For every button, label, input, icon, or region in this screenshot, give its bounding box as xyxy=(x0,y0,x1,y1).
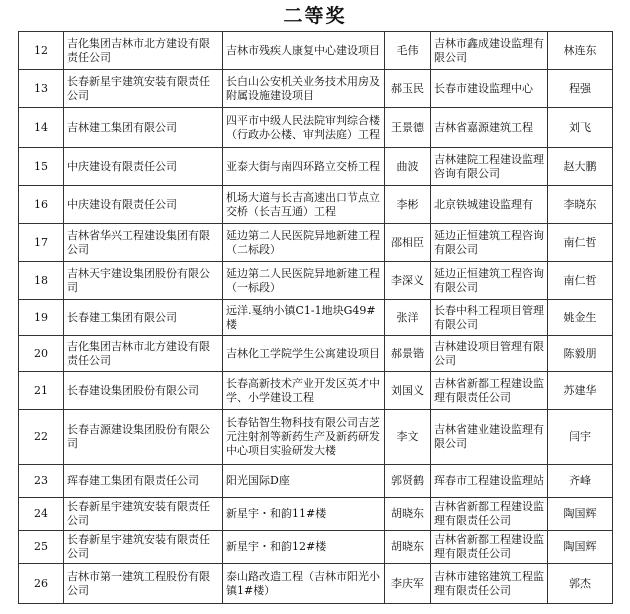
supervision-company-cell: 长春市建设监理中心 xyxy=(431,70,548,108)
table-row xyxy=(19,148,613,186)
chief-supervisor-cell: 姚金生 xyxy=(548,300,613,336)
project-manager-cell: 李深义 xyxy=(385,262,431,300)
project-manager-cell: 邵相臣 xyxy=(385,224,431,262)
construction-company-cell: 吉林市第一建筑工程股份有限公司 xyxy=(64,564,223,604)
chief-supervisor-cell: 苏建华 xyxy=(548,372,613,410)
supervision-company-cell: 延边正恒建筑工程咨询有限公司 xyxy=(431,262,548,300)
construction-company-cell: 长春新星宇建筑安装有限责任公司 xyxy=(64,70,223,108)
table-row xyxy=(19,32,613,70)
chief-supervisor-cell: 李晓东 xyxy=(548,186,613,224)
construction-company-cell: 长春吉源建设集团股份有限公司 xyxy=(64,410,223,465)
project-name-cell: 新星宇・和韵12#楼 xyxy=(223,531,385,564)
project-manager-cell: 胡晓东 xyxy=(385,498,431,531)
chief-supervisor-cell: 程强 xyxy=(548,70,613,108)
project-name-cell: 吉林市残疾人康复中心建设项目 xyxy=(223,32,385,70)
chief-supervisor-cell: 南仁哲 xyxy=(548,224,613,262)
supervision-company-cell: 吉林市建铭建筑工程监理有限责任公司 xyxy=(431,564,548,604)
construction-company-cell: 吉化集团吉林市北方建设有限责任公司 xyxy=(64,336,223,372)
project-manager-cell: 刘国义 xyxy=(385,372,431,410)
supervision-company-cell: 吉林省嘉源建筑工程 xyxy=(431,108,548,148)
supervision-company-cell: 延边正恒建筑工程咨询有限公司 xyxy=(431,224,548,262)
row-number-cell: 16 xyxy=(19,186,64,224)
row-number-cell: 24 xyxy=(19,498,64,531)
supervision-company-cell: 吉林建院工程建设监理咨询有限公司 xyxy=(431,148,548,186)
construction-company-cell: 吉林建工集团有限公司 xyxy=(64,108,223,148)
construction-company-cell: 中庆建设有限责任公司 xyxy=(64,186,223,224)
chief-supervisor-cell: 郭杰 xyxy=(548,564,613,604)
row-number-cell: 23 xyxy=(19,465,64,498)
award-table xyxy=(18,31,613,604)
supervision-company-cell: 北京铁城建设监理有 xyxy=(431,186,548,224)
project-manager-cell: 王景德 xyxy=(385,108,431,148)
row-number-cell: 15 xyxy=(19,148,64,186)
project-name-cell: 机场大道与长吉高速出口节点立交桥（长吉互通）工程 xyxy=(223,186,385,224)
row-number-cell: 18 xyxy=(19,262,64,300)
project-manager-cell: 胡晓东 xyxy=(385,531,431,564)
construction-company-cell: 长春新星宇建筑安装有限责任公司 xyxy=(64,531,223,564)
chief-supervisor-cell: 林连东 xyxy=(548,32,613,70)
chief-supervisor-cell: 赵大鹏 xyxy=(548,148,613,186)
table-row xyxy=(19,498,613,531)
project-name-cell: 远洋.戛纳小镇C1-1地块G49#楼 xyxy=(223,300,385,336)
project-name-cell: 延边第二人民医院异地新建工程（二标段） xyxy=(223,224,385,262)
table-row xyxy=(19,410,613,465)
construction-company-cell: 吉林天宇建设集团股份有限公司 xyxy=(64,262,223,300)
row-number-cell: 26 xyxy=(19,564,64,604)
construction-company-cell: 中庆建设有限责任公司 xyxy=(64,148,223,186)
table-row xyxy=(19,372,613,410)
project-manager-cell: 曲波 xyxy=(385,148,431,186)
row-number-cell: 22 xyxy=(19,410,64,465)
table-row xyxy=(19,564,613,604)
project-name-cell: 延边第二人民医院异地新建工程（一标段） xyxy=(223,262,385,300)
row-number-cell: 17 xyxy=(19,224,64,262)
construction-company-cell: 吉化集团吉林市北方建设有限责任公司 xyxy=(64,32,223,70)
project-name-cell: 长春钻智生物科技有限公司吉芝元注射剂等新药生产及新药研发中心项目实验研发大楼 xyxy=(223,410,385,465)
construction-company-cell: 长春建设集团股份有限公司 xyxy=(64,372,223,410)
table-row xyxy=(19,108,613,148)
chief-supervisor-cell: 闫宇 xyxy=(548,410,613,465)
chief-supervisor-cell: 刘飞 xyxy=(548,108,613,148)
row-number-cell: 13 xyxy=(19,70,64,108)
project-manager-cell: 郝景锴 xyxy=(385,336,431,372)
construction-company-cell: 长春新星宇建筑安装有限责任公司 xyxy=(64,498,223,531)
chief-supervisor-cell: 齐峰 xyxy=(548,465,613,498)
table-row xyxy=(19,224,613,262)
row-number-cell: 12 xyxy=(19,32,64,70)
row-number-cell: 14 xyxy=(19,108,64,148)
supervision-company-cell: 吉林省新都工程建设监理有限责任公司 xyxy=(431,531,548,564)
table-row xyxy=(19,262,613,300)
table-row xyxy=(19,465,613,498)
project-name-cell: 泰山路改造工程（吉林市阳光小镇1#楼） xyxy=(223,564,385,604)
supervision-company-cell: 吉林省建业建设监理有限公司 xyxy=(431,410,548,465)
row-number-cell: 21 xyxy=(19,372,64,410)
row-number-cell: 19 xyxy=(19,300,64,336)
project-manager-cell: 张洋 xyxy=(385,300,431,336)
supervision-company-cell: 吉林省新都工程建设监理有限责任公司 xyxy=(431,372,548,410)
chief-supervisor-cell: 陶国辉 xyxy=(548,531,613,564)
table-row xyxy=(19,531,613,564)
table-row xyxy=(19,300,613,336)
project-name-cell: 吉林化工学院学生公寓建设项目 xyxy=(223,336,385,372)
project-name-cell: 长白山公安机关业务技术用房及附属设施建设项目 xyxy=(223,70,385,108)
supervision-company-cell: 吉林建设项目管理有限公司 xyxy=(431,336,548,372)
construction-company-cell: 吉林省华兴工程建设集团有限公司 xyxy=(64,224,223,262)
chief-supervisor-cell: 陈毅朋 xyxy=(548,336,613,372)
table-row xyxy=(19,70,613,108)
project-manager-cell: 毛伟 xyxy=(385,32,431,70)
chief-supervisor-cell: 南仁哲 xyxy=(548,262,613,300)
project-name-cell: 四平市中级人民法院审判综合楼（行政办公楼、审判法庭）工程 xyxy=(223,108,385,148)
page-title: 二等奖 xyxy=(283,5,347,27)
row-number-cell: 20 xyxy=(19,336,64,372)
project-manager-cell: 李庆军 xyxy=(385,564,431,604)
table-row xyxy=(19,186,613,224)
chief-supervisor-cell: 陶国辉 xyxy=(548,498,613,531)
supervision-company-cell: 吉林省新都工程建设监理有限责任公司 xyxy=(431,498,548,531)
row-number-cell: 25 xyxy=(19,531,64,564)
supervision-company-cell: 吉林市鑫成建设监理有限公司 xyxy=(431,32,548,70)
project-name-cell: 新星宇・和韵11#楼 xyxy=(223,498,385,531)
supervision-company-cell: 长春中科工程项目管理有限公司 xyxy=(431,300,548,336)
project-name-cell: 长春高新技术产业开发区英才中学、小学建设工程 xyxy=(223,372,385,410)
project-manager-cell: 郭贤鹤 xyxy=(385,465,431,498)
construction-company-cell: 长春建工集团有限公司 xyxy=(64,300,223,336)
project-manager-cell: 郝玉民 xyxy=(385,70,431,108)
supervision-company-cell: 珲春市工程建设监理站 xyxy=(431,465,548,498)
project-name-cell: 亚泰大街与南四环路立交桥工程 xyxy=(223,148,385,186)
table-row xyxy=(19,336,613,372)
project-manager-cell: 李彬 xyxy=(385,186,431,224)
project-manager-cell: 李文 xyxy=(385,410,431,465)
project-name-cell: 阳光国际D座 xyxy=(223,465,385,498)
construction-company-cell: 珲春建工集团有限责任公司 xyxy=(64,465,223,498)
